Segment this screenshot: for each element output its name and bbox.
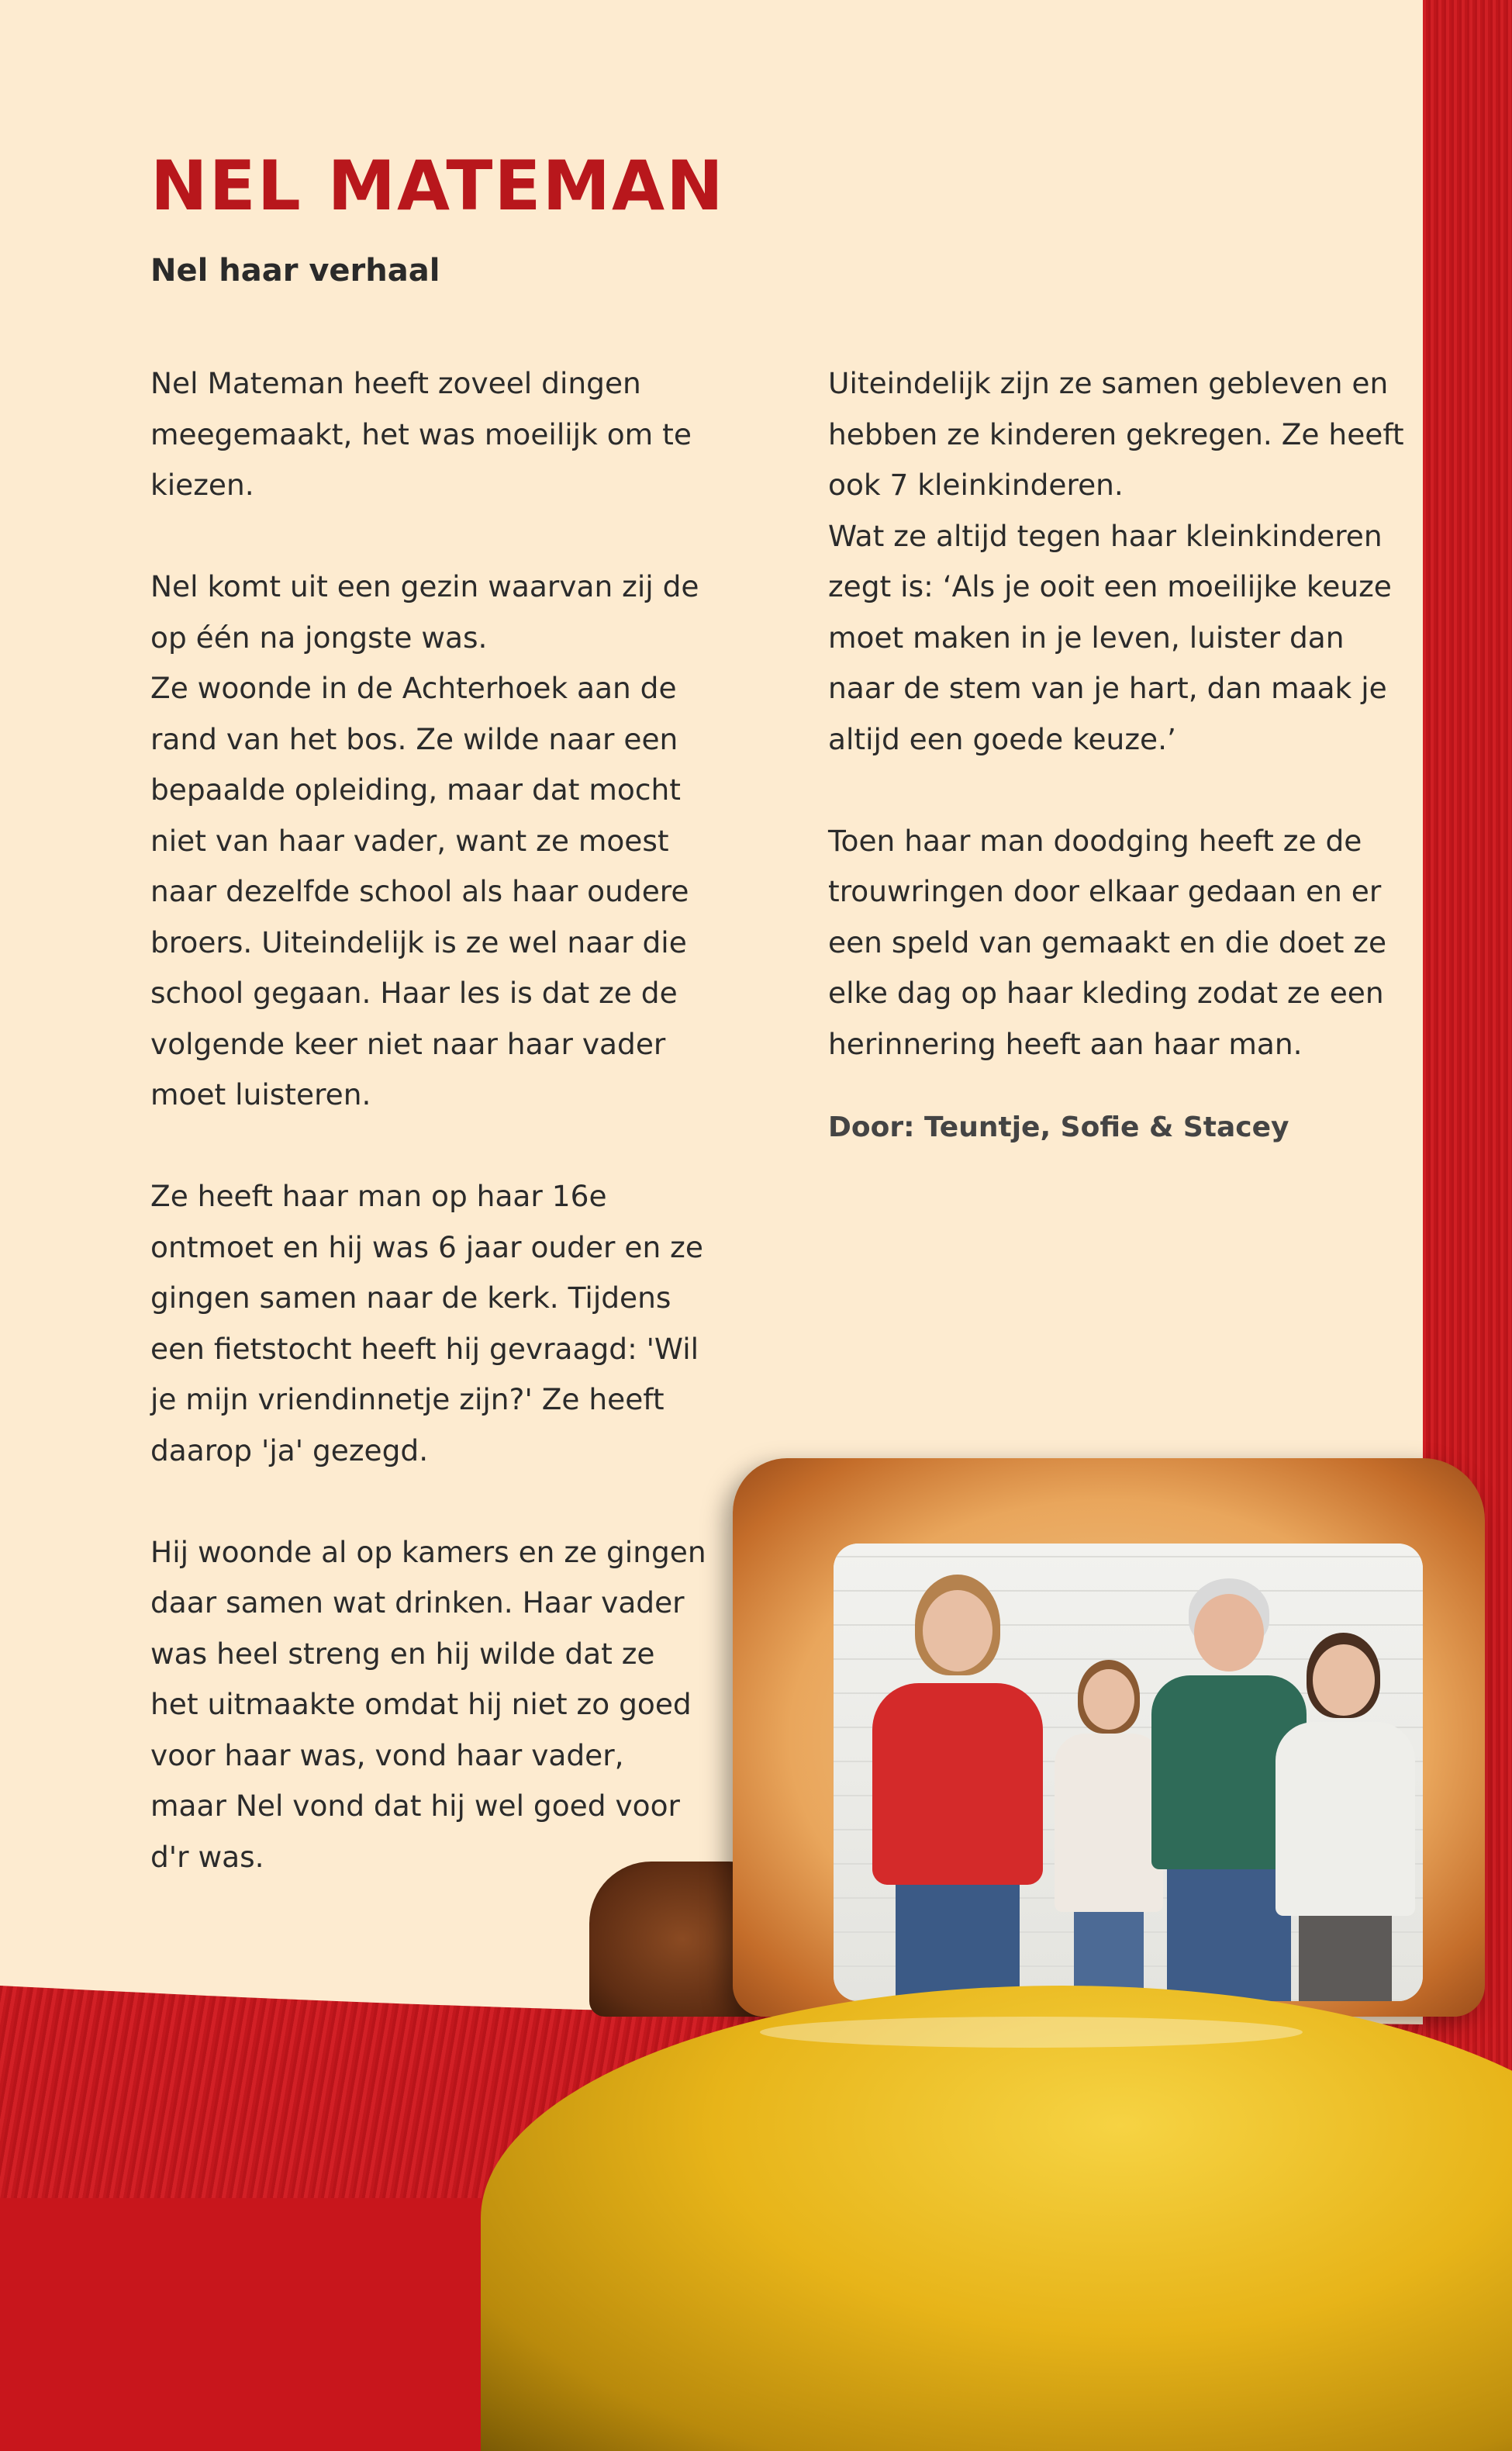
article-left-column xyxy=(150,358,709,1934)
paragraph: Ze heeft haar man op haar 16e ontmoet en hij was 6 jaar ouder en ze gingen samen naar de kerk. Tijdens een fietstocht heeft hij gevraagd: 'Wil je mijn vriendinnetje zijn?' Ze heeft daarop 'ja' gezegd. xyxy=(150,1179,703,1467)
paragraph: Hij woonde al op kamers en ze gingen daar samen wat drinken. Haar vader was heel streng en hij wilde dat ze het uitmaakte omdat hij niet zo goed voor haar was, vond haar vader, maar Nel vond dat hij wel goed voor d'r was. xyxy=(150,1534,706,1874)
paragraph: Nel Mateman heeft zoveel dingen meegemaakt, het was moeilijk om te kiezen. xyxy=(150,366,692,502)
person-figure xyxy=(865,1575,1051,2001)
paragraph: Nel komt uit een gezin waarvan zij de op één na jongste was. Ze woonde in de Achterhoek aan de rand van het bos. Ze wilde naar een bepaalde opleiding, maar dat mocht niet van haar vader, want ze moest naar dezelfde school als haar oudere broers. Uiteindelijk is ze wel naar die school gegaan. Haar les is dat ze de volgende keer niet naar haar vader moet luisteren. xyxy=(150,569,699,1111)
article-right-column xyxy=(828,358,1410,1204)
page-subtitle: Nel haar verhaal xyxy=(150,253,440,289)
person-figure xyxy=(1268,1633,1423,2001)
byline: Door: Teuntje, Sofie & Stacey xyxy=(828,1111,1289,1143)
group-photo xyxy=(834,1544,1423,2001)
paragraph: Uiteindelijk zijn ze samen gebleven en hebben ze kinderen gekregen. Ze heeft ook 7 kleinkinderen. Wat ze altijd tegen haar kleinkinderen zegt is: ‘Als je ooit een moeilijke keuze moet maken in je leven, luister dan naar de stem van je hart, dan maak je altijd een goede keuze.’ xyxy=(828,366,1404,756)
person-figure xyxy=(1051,1660,1167,2001)
paragraph: Toen haar man doodging heeft ze de trouwringen door elkaar gedaan en er een speld van gemaakt en die doet ze elke dag op haar kleding zodat ze een herinnering heeft aan haar man. xyxy=(828,823,1387,1061)
page-title: NEL MATEMAN xyxy=(150,146,725,226)
